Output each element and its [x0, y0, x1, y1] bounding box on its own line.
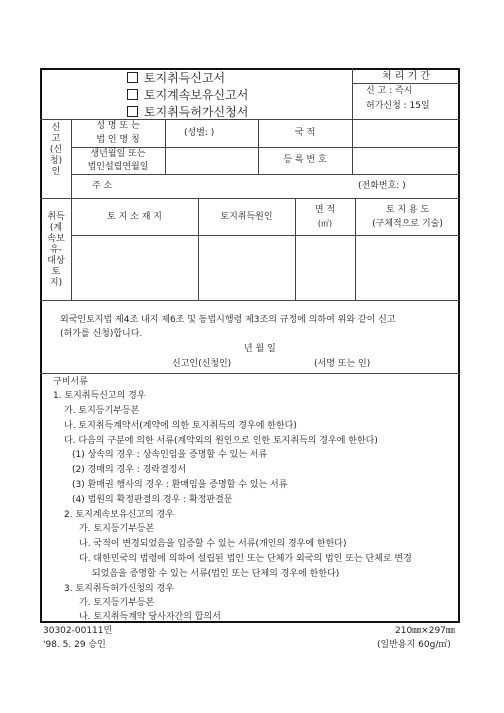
registration-number-label: 등 록 번 호: [283, 155, 327, 165]
title-land-acquisition: 토지취득신고서: [127, 72, 225, 84]
gender-field[interactable]: (성별: ): [184, 128, 215, 138]
land-area-field[interactable]: [296, 236, 354, 299]
checkbox-permit[interactable]: [127, 106, 138, 117]
col-location: 토 지 소 재 지: [107, 212, 162, 222]
col-reason: 토지취득원인: [220, 212, 273, 222]
doc-item: 가. 토지등기부등본: [64, 406, 140, 416]
paper-size: 210㎜×297㎜: [395, 626, 455, 636]
declaration-line2: (허가를 신청)합니다.: [60, 329, 143, 339]
divider: [352, 83, 460, 84]
declaration-date[interactable]: 년 월 일: [244, 344, 276, 354]
doc-item: (2) 경매의 경우 : 경락결정서: [72, 465, 187, 475]
doc-item: 3. 토지취득허가신청의 경우: [64, 584, 174, 594]
divider: [40, 198, 460, 199]
doc-item: 나. 국적이 변경되었음을 입증할 수 있는 서류(개인의 경우에 한한다): [79, 539, 347, 549]
doc-item: 가. 토지등기부등본: [79, 598, 155, 608]
birth-label-line2: 법인설립연월일: [87, 162, 149, 172]
nationality-label: 국 적: [294, 128, 316, 138]
name-label-line2: 법 인 명 칭: [96, 135, 140, 145]
doc-item: 되었음을 증명할 수 있는 서류(법인 또는 단체의 경우에 한한다): [92, 569, 340, 579]
doc-item: 1. 토지취득신고의 경우: [53, 391, 146, 401]
nationality-field[interactable]: [353, 120, 458, 146]
land-section-label: 취득(계속보유-대상토지): [47, 212, 65, 288]
phone-field[interactable]: (전화번호: ): [358, 181, 406, 191]
applicant-signature-label: 신고인(신청인): [172, 359, 232, 369]
doc-item: (1) 상속의 경우 : 상속인임을 증명할 수 있는 서류: [72, 450, 268, 460]
name-label-line1: 성 명 또 는: [96, 121, 140, 131]
birth-date-field[interactable]: [166, 148, 257, 173]
doc-item: 다. 다음의 구분에 의한 서류(계약외의 원인으로 인한 토지취득의 경우에 한한다): [64, 436, 378, 446]
land-location-field[interactable]: [72, 236, 197, 299]
processing-report: 신 고 : 즉시: [366, 86, 413, 96]
checkbox-acquisition[interactable]: [127, 72, 138, 83]
doc-item: 2. 토지계속보유신고의 경우: [64, 510, 174, 520]
divider: [40, 373, 460, 374]
doc-item: 나. 토지취득계약 당사자간의 합의서: [79, 612, 221, 622]
processing-period-label: 처 리 기 간: [381, 71, 431, 82]
col-use-note: (구체적으로 기술): [372, 219, 443, 229]
paper-type: (일반용지 60g/㎡): [377, 640, 451, 650]
title-continued-holding: 토지계속보유신고서: [127, 89, 248, 101]
doc-item: (3) 환매권 행사의 경우 : 환매임을 증명할 수 있는 서류: [72, 480, 288, 490]
land-reason-field[interactable]: [199, 236, 294, 299]
address-label: 주 소: [92, 181, 113, 191]
doc-item: 다. 대한민국의 법령에 의하여 설립된 법인 또는 단체가 외국의 법인 또는 단체로 변경: [79, 554, 412, 564]
address-field[interactable]: [165, 175, 355, 197]
checkbox-continued-holding[interactable]: [127, 89, 138, 100]
col-use: 토 지 용 도: [385, 205, 430, 215]
declaration-line1: 외국인토지법 제4조 내지 제6조 및 동법시행령 제3조의 규정에 의하여 위와 같이 신고: [60, 315, 396, 325]
signature-field[interactable]: (서명 또는 인): [314, 359, 371, 369]
divider: [258, 119, 259, 174]
approval-date: '98. 5. 29 승인: [43, 640, 106, 650]
land-use-field[interactable]: [356, 236, 458, 299]
registration-number-field[interactable]: [353, 148, 458, 173]
processing-permit: 허가신청 : 15일: [366, 101, 430, 111]
birth-label-line1: 생년월일 또는: [90, 149, 146, 159]
applicant-section-label: 신고(신청)인: [49, 123, 63, 177]
divider: [40, 300, 460, 301]
col-area: 면 적: [314, 205, 336, 215]
title-permit-application: 토지취득허가신청서: [127, 106, 248, 118]
docs-title: 구비서류: [53, 377, 88, 387]
form-code: 30302-00111민: [43, 626, 113, 636]
doc-item: 나. 토지취득계약서(계약에 의한 토지취득의 경우에 한한다): [64, 421, 297, 431]
doc-item: 가. 토지등기부등본: [79, 524, 155, 534]
col-area-unit: (㎡): [317, 219, 333, 228]
doc-item: (4) 법원의 확정판결의 경우 : 확정판결문: [72, 495, 233, 505]
